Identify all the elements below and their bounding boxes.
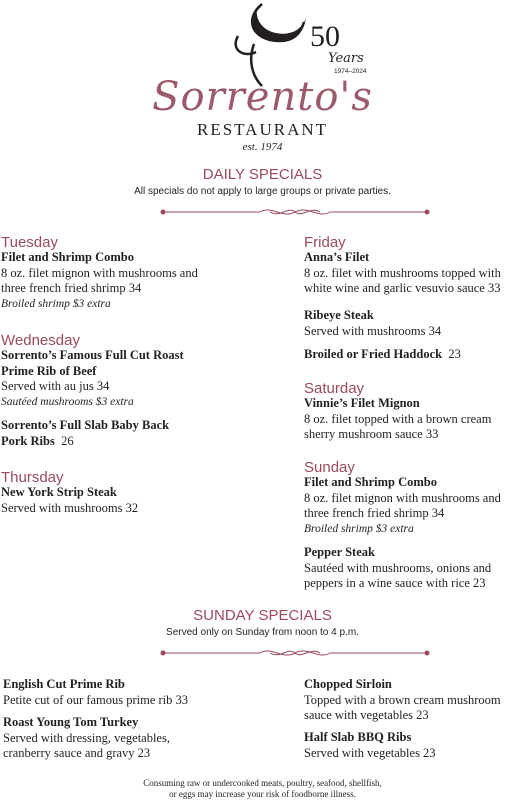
day-friday: Friday — [304, 234, 346, 251]
daily-specials-title: DAILY SPECIALS — [202, 166, 323, 183]
menu-item — [304, 396, 491, 443]
bull-horn-icon — [251, 6, 306, 42]
menu-item — [3, 677, 188, 708]
item-note: Broiled shrimp $3 extra — [304, 522, 414, 535]
item-desc: Served with au jus 34 — [1, 379, 110, 393]
item-desc: Served with vegetables 23 — [304, 745, 436, 760]
menu-item — [304, 308, 441, 339]
item-price: 26 — [61, 433, 74, 448]
item-name: Anna’s Filet — [304, 250, 370, 264]
menu-item — [1, 418, 169, 449]
brand-name: Sorrento's — [152, 74, 373, 120]
item-desc: three french fried shrimp 34 — [304, 506, 445, 520]
notice-line: Consuming raw or undercooked meats, poultry, seafood, shellfish, — [143, 778, 382, 788]
item-desc: peppers in a wine sauce with rice 23 — [304, 576, 486, 590]
menu-item — [1, 250, 198, 312]
menu-item — [304, 545, 491, 592]
item-desc: sauce with vegetables 23 — [304, 708, 429, 722]
notice-line: or eggs may increase your risk of foodborne illness. — [169, 789, 356, 799]
item-name: Prime Rib of Beef — [1, 363, 97, 378]
day-wednesday: Wednesday — [1, 332, 80, 349]
item-desc: Served with mushrooms 34 — [304, 323, 442, 338]
item-desc: Served with dressing, vegetables, — [3, 730, 170, 745]
item-desc: 8 oz. filet mignon with mushrooms and — [1, 265, 198, 280]
item-desc: 8 oz. filet mignon with mushrooms and — [304, 490, 501, 505]
menu-item — [1, 348, 184, 410]
item-desc: Topped with a brown cream mushroom — [304, 692, 501, 707]
item-desc: Petite cut of our famous prime rib 33 — [3, 692, 189, 707]
item-note: Broiled shrimp $3 extra — [1, 297, 111, 310]
anniversary-word: Years — [328, 51, 364, 66]
item-price: 23 — [448, 347, 461, 361]
allergy-notice — [0, 778, 525, 800]
item-desc: Sautéed with mushrooms, onions and — [304, 560, 492, 575]
item-name: Ribeye Steak — [304, 308, 374, 322]
menu-item — [304, 250, 501, 297]
item-desc: sherry mushroom sauce 33 — [304, 427, 439, 441]
menu-item — [304, 677, 501, 724]
item-name: Pork Ribs — [1, 433, 55, 448]
item-name: Broiled or Fried Haddock — [304, 347, 443, 361]
item-desc: three french fried shrimp 34 — [1, 281, 142, 295]
item-desc: 8 oz. filet with mushrooms topped with — [304, 265, 501, 280]
item-name: Sorrento’s Full Slab Baby Back — [1, 418, 170, 432]
item-desc: Served with mushrooms 32 — [1, 500, 139, 515]
day-sunday: Sunday — [304, 459, 355, 476]
item-note: Sautéed mushrooms $3 extra — [1, 395, 134, 408]
item-name: Roast Young Tom Turkey — [3, 715, 139, 729]
anniversary-number: 50 — [310, 20, 340, 53]
anniversary-range: 1974–2024 — [334, 68, 367, 75]
brand-restaurant: RESTAURANT — [196, 120, 329, 139]
item-name: English Cut Prime Rib — [3, 677, 125, 691]
daily-specials-subtitle: All specials do not apply to large groups or private parties. — [134, 186, 391, 197]
menu-item — [304, 730, 436, 761]
menu-item — [304, 347, 461, 363]
item-desc: cranberry sauce and gravy 23 — [3, 746, 151, 760]
item-name: Chopped Sirloin — [304, 677, 392, 691]
item-name: Filet and Shrimp Combo — [1, 250, 135, 264]
day-saturday: Saturday — [304, 380, 365, 397]
item-name: Vinnie’s Filet Mignon — [304, 396, 420, 410]
sunday-specials-title: SUNDAY SPECIALS — [193, 607, 332, 624]
item-name: Sorrento’s Famous Full Cut Roast — [1, 348, 184, 362]
day-thursday: Thursday — [1, 469, 64, 486]
day-tuesday: Tuesday — [1, 234, 58, 251]
ornament-divider-icon — [160, 645, 430, 661]
item-name: Filet and Shrimp Combo — [304, 475, 438, 489]
menu-item — [304, 475, 501, 537]
menu-item — [1, 485, 138, 516]
ornament-divider-icon — [160, 204, 430, 220]
item-name: Pepper Steak — [304, 545, 375, 559]
item-name: New York Strip Steak — [1, 485, 117, 499]
menu-item — [3, 715, 170, 762]
item-name: Half Slab BBQ Ribs — [304, 730, 412, 744]
brand-established: est. 1974 — [242, 141, 283, 153]
sunday-specials-subtitle: Served only on Sunday from noon to 4 p.m. — [166, 627, 359, 638]
item-desc: white wine and garlic vesuvio sauce 33 — [304, 281, 501, 295]
item-desc: 8 oz. filet topped with a brown cream — [304, 411, 492, 426]
